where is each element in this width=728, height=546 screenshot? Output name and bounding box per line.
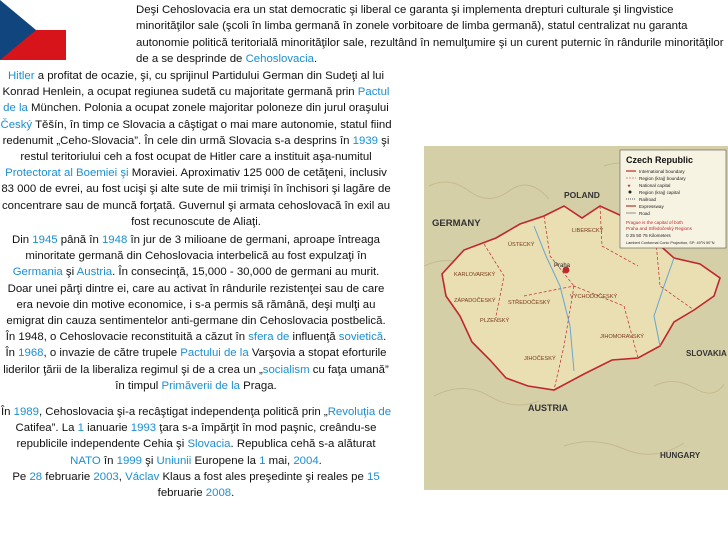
legend-expressway: Expressway bbox=[639, 204, 664, 209]
map-label-plzensky: PLZEŇSKÝ bbox=[480, 318, 510, 324]
link-1939[interactable]: 1939 bbox=[352, 134, 379, 147]
link-austria[interactable]: Austria bbox=[76, 266, 113, 279]
text-segment: Varşovia a stopat eforturile liderilor ţării de la liberaliza regimul şi de a crea un „ bbox=[3, 347, 387, 376]
map-legend bbox=[620, 150, 726, 248]
text-segment: , bbox=[118, 470, 126, 483]
link-pactului-varsovia[interactable]: Pactului de la bbox=[180, 347, 249, 360]
link-primaverii-praga[interactable]: Primăverii de la bbox=[161, 379, 240, 392]
map-label-liberecky: LIBERECKÝ bbox=[572, 228, 604, 234]
link-uniunii[interactable]: Uniunii bbox=[156, 454, 192, 467]
legend-note-2: Praha and Středočeský Regions bbox=[626, 226, 692, 231]
text-segment: şi restul teritoriului ceh a fost ocupat de Hitler care a instituit aşa-numitul bbox=[20, 134, 390, 164]
link-1948[interactable]: 1948 bbox=[101, 234, 128, 247]
czech-republic-map bbox=[424, 146, 728, 490]
paragraph-klaus bbox=[0, 469, 392, 501]
link-1989[interactable]: 1989 bbox=[13, 406, 39, 419]
text-segment: a profitat de ocazie, şi, cu sprijinul Partidului German din Sudeţi al lui Konrad Henlein, a ocupat regiunea sudetă cu majoritate germană prin bbox=[2, 70, 385, 99]
link-slovacia[interactable]: Slovacia bbox=[187, 438, 231, 451]
legend-region-capital: Region (kraj) capital bbox=[639, 190, 680, 195]
link-cehoslovacia[interactable]: Cehoslovacia bbox=[245, 53, 314, 66]
text-segment: şi bbox=[62, 266, 77, 279]
legend-scale: 0 25 50 75 Kilometers bbox=[626, 233, 671, 238]
link-germania[interactable]: Germania bbox=[12, 266, 63, 279]
text-segment: în jur de 3 milioane de germani, aproape întreaga minoritate germană din Cehoslovacia interbelică au fost expulzaţi în bbox=[25, 234, 380, 263]
paragraph-soviet bbox=[0, 329, 392, 394]
paragraph-gap bbox=[0, 394, 392, 404]
text-segment: Deşi Cehoslovacia era un stat democratic şi liberal ce garanta şi implementa drepturi culturale şi lingvistice minorităţilor sale (şcoli în limba germană în zonele vorbitoare de limba germană), statul centralizat nu garanta autonomie politică teritorială minorităţilor sale, rezultând în nemulţumire şi un curent puternic în rândurile minorităţilor de a se desprinde de bbox=[136, 4, 724, 66]
map-label-hungary: HUNGARY bbox=[660, 451, 701, 460]
text-segment: . bbox=[231, 487, 235, 500]
text-segment: . În consecinţă, 15,000 - 30,000 de germani au murit. Doar unei părţi dintre ei, care au activat în rândurile rezistenţei sau de care era nevoie din motive economice, i s-a permis să rămână, deşi mulţi au emigrat din cauza sentimentelor anti-germane din Cehoslovacia postbelică. bbox=[6, 266, 386, 328]
map-label-stredocesky: STŘEDOČESKÝ bbox=[508, 300, 551, 306]
link-1-mai[interactable]: 1 bbox=[259, 454, 266, 467]
link-15[interactable]: 15 bbox=[366, 470, 380, 483]
text-segment: În bbox=[0, 406, 14, 419]
text-segment: Moraviei. Aproximativ 125 000 de cetăţeni, inclusiv 83 000 de evrei, au fost ucişi şi alte sute de mii trimişi în închisori şi lagăre de concentrare sau de muncă forţată. Guvernul şi armata cehoslovacă în exil au fost recunoscute de Aliaţi. bbox=[1, 167, 391, 228]
link-1945[interactable]: 1945 bbox=[32, 234, 58, 247]
map-label-germany: GERMANY bbox=[432, 218, 481, 229]
paragraph-independence bbox=[0, 404, 392, 469]
intro-paragraph bbox=[136, 2, 724, 68]
text-segment: cu faţa umană” în timpul bbox=[115, 363, 389, 392]
text-segment: februarie bbox=[157, 487, 206, 500]
map-label-austria: AUSTRIA bbox=[528, 403, 568, 413]
legend-railroad: Railroad bbox=[639, 197, 657, 202]
text-segment: Din bbox=[12, 234, 33, 247]
text-segment: , Cehoslovacia şi-a recâştigat independenţa politică prin „ bbox=[38, 406, 328, 419]
legend-note-1: Prague is the capital of both bbox=[626, 220, 683, 225]
link-2004[interactable]: 2004 bbox=[293, 454, 319, 467]
map-label-slovakia: SLOVAKIA bbox=[686, 349, 727, 358]
map-label-karlovarsky: KARLOVARSKÝ bbox=[454, 272, 496, 278]
svg-text:★: ★ bbox=[627, 183, 632, 188]
link-1999[interactable]: 1999 bbox=[116, 454, 142, 467]
text-segment: influenţă bbox=[289, 331, 339, 344]
text-segment: , o invazie de către trupele bbox=[43, 347, 181, 360]
text-segment: Catifea”. La bbox=[15, 422, 78, 435]
map-title: Czech Republic bbox=[626, 155, 694, 165]
link-sovietica[interactable]: sovietică bbox=[338, 331, 384, 344]
czech-flag bbox=[0, 0, 66, 60]
main-text-column bbox=[0, 68, 392, 501]
legend-international-boundary: International boundary bbox=[639, 169, 685, 174]
text-segment: Europene la bbox=[191, 454, 260, 467]
text-segment: şi bbox=[141, 454, 157, 467]
link-cesky-tesin[interactable]: Český bbox=[0, 118, 33, 131]
link-socialism[interactable]: socialism bbox=[262, 363, 310, 376]
map-label-poland: POLAND bbox=[564, 190, 600, 200]
text-segment: . În bbox=[5, 331, 387, 360]
map-label-zapadocesky: ZÁPADOČESKÝ bbox=[454, 298, 496, 304]
map-label-jihocesky: JIHOČESKÝ bbox=[524, 356, 556, 362]
text-segment: Praga. bbox=[239, 379, 277, 392]
link-vaclav[interactable]: Václav bbox=[125, 470, 160, 483]
map-label-vychodocesky: VÝCHODOČESKÝ bbox=[570, 294, 618, 300]
legend-region-boundary: Region (kraj) boundary bbox=[639, 176, 686, 181]
text-segment: Těšín, în timp ce Slovacia a câştigat o mai mare autonomie, statul fiind redenumit „Ceho-Slovacia”. În cele din urmă Slovacia s-a desprins în bbox=[2, 118, 392, 147]
link-2003[interactable]: 2003 bbox=[93, 470, 119, 483]
link-28[interactable]: 28 bbox=[29, 470, 43, 483]
text-segment: . bbox=[318, 454, 322, 467]
paragraph-munich bbox=[0, 68, 392, 230]
link-pactul-munchen[interactable]: Pactul de la bbox=[3, 86, 390, 115]
text-segment: Klaus a fost ales preşedinte şi reales pe bbox=[159, 470, 367, 483]
text-segment: februarie bbox=[42, 470, 94, 483]
link-2008[interactable]: 2008 bbox=[205, 487, 232, 500]
map-label-ustecky: ÚSTECKÝ bbox=[508, 242, 535, 248]
text-segment: . bbox=[313, 53, 318, 66]
text-segment: . Republica cehă s-a alăturat bbox=[230, 438, 376, 451]
link-1993[interactable]: 1993 bbox=[130, 422, 157, 435]
map-label-praha: Praha bbox=[554, 263, 571, 269]
legend-national-capital: National capital bbox=[639, 183, 671, 188]
text-segment: ţara s-a împărţit în mod paşnic, creându-se republicile independente Cehia şi bbox=[16, 422, 377, 451]
text-segment: în bbox=[100, 454, 117, 467]
text-segment: ianuarie bbox=[83, 422, 131, 435]
text-segment: mai, bbox=[265, 454, 294, 467]
text-segment: În 1948, o Cehoslovacie reconstituită a căzut în bbox=[5, 331, 249, 344]
map-label-jihomoravsky: JIHOMORAVSKÝ bbox=[600, 334, 645, 340]
link-nato[interactable]: NATO bbox=[70, 454, 101, 467]
text-segment: München. Polonia a ocupat zonele majoritar poloneze din jurul oraşului bbox=[27, 102, 389, 115]
paragraph-expulsion bbox=[0, 232, 392, 329]
link-1-ianuarie[interactable]: 1 bbox=[77, 422, 84, 435]
link-hitler[interactable]: Hitler bbox=[7, 70, 35, 82]
text-segment: până în bbox=[57, 234, 102, 247]
link-sfera-de[interactable]: sfera de bbox=[248, 331, 290, 344]
text-segment: Pe bbox=[12, 470, 30, 483]
link-1968[interactable]: 1968 bbox=[18, 347, 44, 360]
link-revolutia-catifea[interactable]: Revoluţia de bbox=[327, 406, 392, 419]
link-protectorat[interactable]: Protectorat al Boemiei şi bbox=[5, 167, 129, 180]
legend-credit: Lambert Conformal Conic Projection, SP: 49°N 50°N bbox=[626, 241, 715, 245]
legend-road: Road bbox=[639, 211, 650, 216]
